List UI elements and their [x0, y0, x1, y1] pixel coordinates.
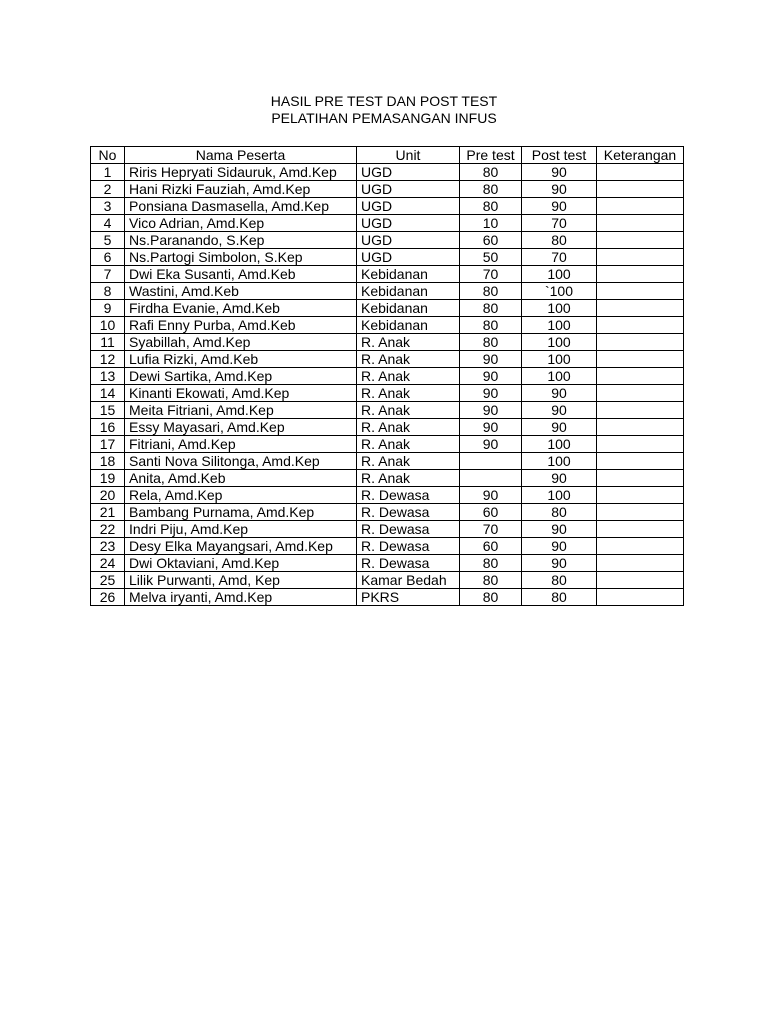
cell-no: 25 — [91, 572, 125, 589]
cell-keterangan — [597, 368, 684, 385]
cell-post-test: 80 — [522, 504, 597, 521]
cell-keterangan — [597, 266, 684, 283]
cell-pre-test: 90 — [460, 436, 522, 453]
table-row — [91, 589, 684, 606]
cell-no: 16 — [91, 419, 125, 436]
cell-nama-peserta: Santi Nova Silitonga, Amd.Kep — [125, 453, 357, 470]
table-row — [91, 266, 684, 283]
header-keterangan: Keterangan — [597, 147, 684, 164]
table-row — [91, 283, 684, 300]
cell-keterangan — [597, 453, 684, 470]
cell-unit: R. Dewasa — [357, 487, 460, 504]
cell-keterangan — [597, 351, 684, 368]
cell-no: 13 — [91, 368, 125, 385]
cell-post-test: 80 — [522, 572, 597, 589]
cell-post-test: 90 — [522, 470, 597, 487]
cell-unit: PKRS — [357, 589, 460, 606]
cell-nama-peserta: Dwi Eka Susanti, Amd.Keb — [125, 266, 357, 283]
cell-no: 8 — [91, 283, 125, 300]
cell-unit: R. Dewasa — [357, 538, 460, 555]
cell-post-test: 100 — [522, 351, 597, 368]
header-nama-peserta: Nama Peserta — [125, 147, 357, 164]
cell-no: 7 — [91, 266, 125, 283]
table-row — [91, 164, 684, 181]
table-header-row — [91, 147, 684, 164]
table-row — [91, 334, 684, 351]
cell-keterangan — [597, 215, 684, 232]
table-row — [91, 300, 684, 317]
cell-unit: R. Anak — [357, 470, 460, 487]
cell-no: 17 — [91, 436, 125, 453]
cell-post-test: 100 — [522, 334, 597, 351]
cell-no: 10 — [91, 317, 125, 334]
cell-pre-test: 60 — [460, 232, 522, 249]
cell-unit: Kebidanan — [357, 300, 460, 317]
cell-post-test: `100 — [522, 283, 597, 300]
cell-pre-test: 80 — [460, 334, 522, 351]
cell-unit: Kebidanan — [357, 266, 460, 283]
cell-post-test: 90 — [522, 198, 597, 215]
cell-pre-test: 70 — [460, 266, 522, 283]
results-table — [90, 146, 684, 606]
cell-unit: UGD — [357, 181, 460, 198]
cell-nama-peserta: Vico Adrian, Amd.Kep — [125, 215, 357, 232]
header-post-test: Post test — [522, 147, 597, 164]
cell-pre-test: 80 — [460, 555, 522, 572]
cell-pre-test: 80 — [460, 164, 522, 181]
document-subtitle: PELATIHAN PEMASANGAN INFUS — [271, 110, 497, 126]
header-unit: Unit — [357, 147, 460, 164]
cell-nama-peserta: Ns.Partogi Simbolon, S.Kep — [125, 249, 357, 266]
cell-nama-peserta: Anita, Amd.Keb — [125, 470, 357, 487]
cell-nama-peserta: Meita Fitriani, Amd.Kep — [125, 402, 357, 419]
cell-pre-test: 90 — [460, 368, 522, 385]
cell-keterangan — [597, 181, 684, 198]
cell-keterangan — [597, 317, 684, 334]
cell-nama-peserta: Bambang Purnama, Amd.Kep — [125, 504, 357, 521]
cell-nama-peserta: Dwi Oktaviani, Amd.Kep — [125, 555, 357, 572]
cell-post-test: 80 — [522, 232, 597, 249]
cell-post-test: 70 — [522, 215, 597, 232]
cell-unit: UGD — [357, 232, 460, 249]
cell-keterangan — [597, 232, 684, 249]
cell-pre-test: 90 — [460, 402, 522, 419]
cell-keterangan — [597, 521, 684, 538]
cell-no: 22 — [91, 521, 125, 538]
cell-keterangan — [597, 504, 684, 521]
header-no: No — [91, 147, 125, 164]
table-row — [91, 504, 684, 521]
cell-no: 11 — [91, 334, 125, 351]
document-title-block — [0, 93, 768, 127]
table-row — [91, 436, 684, 453]
cell-unit: R. Anak — [357, 419, 460, 436]
cell-unit: Kamar Bedah — [357, 572, 460, 589]
cell-nama-peserta: Firdha Evanie, Amd.Keb — [125, 300, 357, 317]
cell-unit: Kebidanan — [357, 317, 460, 334]
cell-no: 23 — [91, 538, 125, 555]
cell-pre-test: 80 — [460, 283, 522, 300]
cell-unit: R. Anak — [357, 453, 460, 470]
cell-no: 2 — [91, 181, 125, 198]
cell-post-test: 90 — [522, 385, 597, 402]
cell-no: 21 — [91, 504, 125, 521]
cell-unit: R. Dewasa — [357, 555, 460, 572]
cell-keterangan — [597, 538, 684, 555]
table-row — [91, 487, 684, 504]
cell-no: 6 — [91, 249, 125, 266]
cell-keterangan — [597, 436, 684, 453]
table-row — [91, 521, 684, 538]
cell-nama-peserta: Rela, Amd.Kep — [125, 487, 357, 504]
cell-keterangan — [597, 164, 684, 181]
cell-nama-peserta: Lufia Rizki, Amd.Keb — [125, 351, 357, 368]
table-row — [91, 351, 684, 368]
cell-unit: UGD — [357, 215, 460, 232]
cell-pre-test: 50 — [460, 249, 522, 266]
cell-pre-test: 90 — [460, 351, 522, 368]
cell-no: 12 — [91, 351, 125, 368]
cell-keterangan — [597, 300, 684, 317]
cell-no: 4 — [91, 215, 125, 232]
cell-post-test: 90 — [522, 164, 597, 181]
cell-post-test: 100 — [522, 368, 597, 385]
cell-keterangan — [597, 283, 684, 300]
table-body — [91, 164, 684, 606]
cell-keterangan — [597, 334, 684, 351]
cell-keterangan — [597, 249, 684, 266]
cell-nama-peserta: Wastini, Amd.Keb — [125, 283, 357, 300]
cell-pre-test: 80 — [460, 572, 522, 589]
cell-keterangan — [597, 589, 684, 606]
cell-pre-test: 90 — [460, 419, 522, 436]
cell-nama-peserta: Riris Hepryati Sidauruk, Amd.Kep — [125, 164, 357, 181]
cell-unit: R. Dewasa — [357, 521, 460, 538]
cell-post-test: 80 — [522, 589, 597, 606]
cell-post-test: 100 — [522, 266, 597, 283]
table-row — [91, 198, 684, 215]
cell-no: 18 — [91, 453, 125, 470]
cell-pre-test: 80 — [460, 198, 522, 215]
table-row — [91, 470, 684, 487]
cell-no: 14 — [91, 385, 125, 402]
cell-unit: R. Anak — [357, 402, 460, 419]
cell-post-test: 100 — [522, 487, 597, 504]
cell-keterangan — [597, 198, 684, 215]
cell-nama-peserta: Syabillah, Amd.Kep — [125, 334, 357, 351]
cell-nama-peserta: Dewi Sartika, Amd.Kep — [125, 368, 357, 385]
cell-nama-peserta: Melva iryanti, Amd.Kep — [125, 589, 357, 606]
cell-pre-test: 90 — [460, 487, 522, 504]
cell-pre-test — [460, 470, 522, 487]
cell-nama-peserta: Ns.Paranando, S.Kep — [125, 232, 357, 249]
cell-pre-test: 60 — [460, 538, 522, 555]
cell-nama-peserta: Ponsiana Dasmasella, Amd.Kep — [125, 198, 357, 215]
cell-no: 20 — [91, 487, 125, 504]
table-row — [91, 249, 684, 266]
cell-unit: UGD — [357, 198, 460, 215]
table-row — [91, 232, 684, 249]
cell-unit: R. Anak — [357, 351, 460, 368]
cell-nama-peserta: Fitriani, Amd.Kep — [125, 436, 357, 453]
cell-keterangan — [597, 385, 684, 402]
cell-post-test: 90 — [522, 538, 597, 555]
cell-post-test: 90 — [522, 181, 597, 198]
table-row — [91, 368, 684, 385]
cell-pre-test: 80 — [460, 181, 522, 198]
cell-nama-peserta: Rafi Enny Purba, Amd.Keb — [125, 317, 357, 334]
cell-keterangan — [597, 402, 684, 419]
cell-pre-test: 10 — [460, 215, 522, 232]
cell-no: 24 — [91, 555, 125, 572]
table-row — [91, 572, 684, 589]
cell-unit: R. Anak — [357, 334, 460, 351]
cell-no: 26 — [91, 589, 125, 606]
cell-post-test: 100 — [522, 436, 597, 453]
cell-keterangan — [597, 487, 684, 504]
cell-unit: R. Anak — [357, 385, 460, 402]
cell-pre-test: 80 — [460, 300, 522, 317]
cell-keterangan — [597, 470, 684, 487]
header-pre-test: Pre test — [460, 147, 522, 164]
cell-nama-peserta: Indri Piju, Amd.Kep — [125, 521, 357, 538]
cell-keterangan — [597, 419, 684, 436]
table-row — [91, 385, 684, 402]
cell-pre-test: 80 — [460, 317, 522, 334]
cell-unit: UGD — [357, 164, 460, 181]
cell-nama-peserta: Kinanti Ekowati, Amd.Kep — [125, 385, 357, 402]
cell-post-test: 90 — [522, 402, 597, 419]
cell-no: 19 — [91, 470, 125, 487]
cell-nama-peserta: Lilik Purwanti, Amd, Kep — [125, 572, 357, 589]
cell-no: 15 — [91, 402, 125, 419]
table-row — [91, 402, 684, 419]
cell-post-test: 100 — [522, 453, 597, 470]
cell-post-test: 90 — [522, 419, 597, 436]
document-title: HASIL PRE TEST DAN POST TEST — [270, 93, 498, 109]
cell-unit: Kebidanan — [357, 283, 460, 300]
cell-pre-test: 60 — [460, 504, 522, 521]
cell-keterangan — [597, 555, 684, 572]
table-row — [91, 453, 684, 470]
cell-pre-test — [460, 453, 522, 470]
table-row — [91, 555, 684, 572]
cell-post-test: 90 — [522, 555, 597, 572]
table-row — [91, 215, 684, 232]
cell-unit: UGD — [357, 249, 460, 266]
cell-nama-peserta: Desy Elka Mayangsari, Amd.Kep — [125, 538, 357, 555]
cell-post-test: 70 — [522, 249, 597, 266]
cell-no: 9 — [91, 300, 125, 317]
cell-no: 5 — [91, 232, 125, 249]
table-row — [91, 181, 684, 198]
cell-unit: R. Anak — [357, 368, 460, 385]
table-row — [91, 538, 684, 555]
cell-pre-test: 90 — [460, 385, 522, 402]
cell-nama-peserta: Hani Rizki Fauziah, Amd.Kep — [125, 181, 357, 198]
cell-no: 3 — [91, 198, 125, 215]
cell-pre-test: 70 — [460, 521, 522, 538]
cell-unit: R. Dewasa — [357, 504, 460, 521]
cell-no: 1 — [91, 164, 125, 181]
cell-keterangan — [597, 572, 684, 589]
cell-pre-test: 80 — [460, 589, 522, 606]
table-row — [91, 317, 684, 334]
cell-post-test: 100 — [522, 317, 597, 334]
cell-nama-peserta: Essy Mayasari, Amd.Kep — [125, 419, 357, 436]
cell-post-test: 100 — [522, 300, 597, 317]
table-row — [91, 419, 684, 436]
cell-unit: R. Anak — [357, 436, 460, 453]
cell-post-test: 90 — [522, 521, 597, 538]
